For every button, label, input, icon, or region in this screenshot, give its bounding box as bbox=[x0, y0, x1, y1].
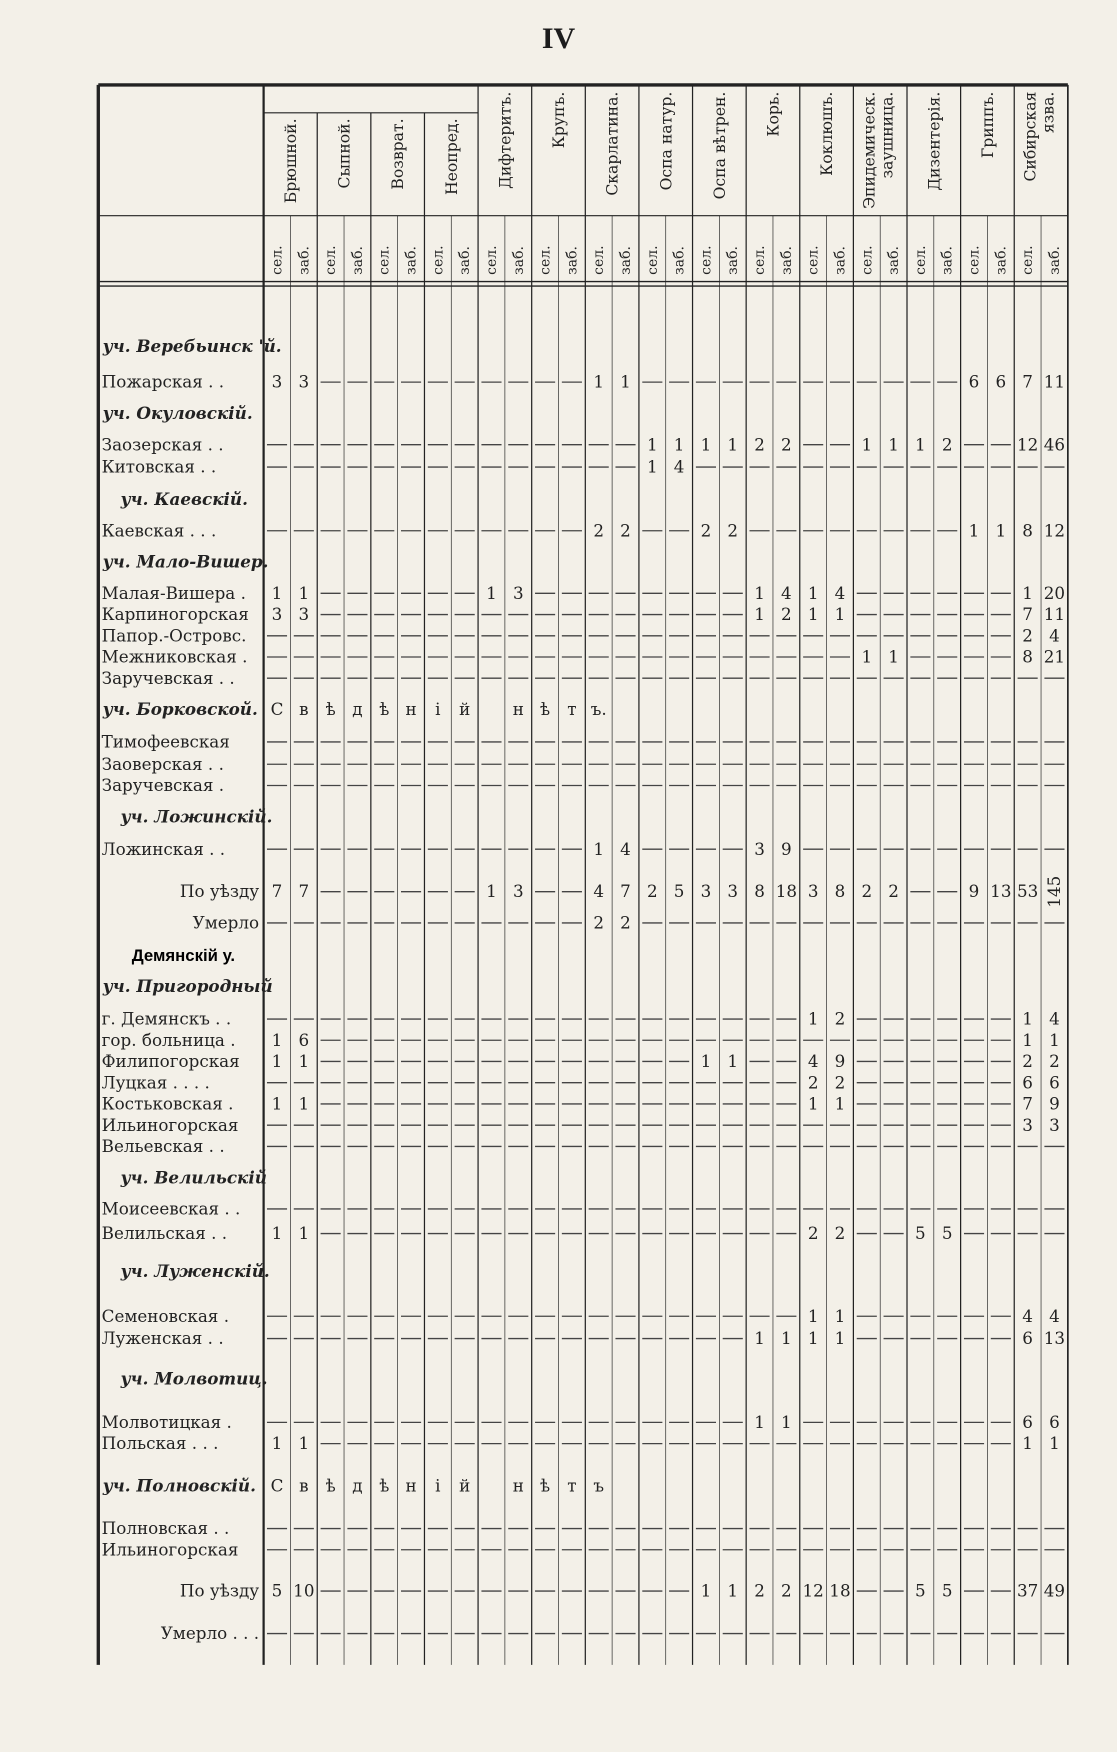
data-cell: 1 bbox=[968, 520, 980, 541]
data-cell: 37 bbox=[1016, 1580, 1039, 1601]
row-label: Филипогорская bbox=[101, 1051, 240, 1072]
data-cell: 1 bbox=[834, 1305, 846, 1326]
data-cell: 1 bbox=[271, 582, 283, 603]
no-data-note-letter: і bbox=[435, 1475, 441, 1496]
data-cell: 1 bbox=[754, 1328, 765, 1349]
zab-subheader: заб. bbox=[617, 246, 634, 275]
data-cell: 46 bbox=[1043, 434, 1066, 455]
zab-subheader: заб. bbox=[886, 246, 903, 275]
data-cell: 3 bbox=[512, 582, 524, 603]
disease-header-0: Брюшной. bbox=[281, 118, 301, 204]
data-cell: 7 bbox=[1022, 604, 1033, 625]
zab-subheader: заб. bbox=[1046, 246, 1063, 275]
data-cell: 6 bbox=[968, 371, 980, 392]
data-cell: 9 bbox=[781, 838, 792, 859]
row-label: Заручевская . bbox=[101, 775, 225, 796]
data-cell: 8 bbox=[1022, 520, 1033, 541]
data-cell: 49 bbox=[1043, 1580, 1066, 1601]
data-cell: 2 bbox=[781, 604, 792, 625]
disease-header-11-b: заушница. bbox=[877, 91, 897, 179]
row-label: Велильская . . bbox=[101, 1223, 228, 1244]
data-cell: 10 bbox=[293, 1580, 315, 1601]
data-cell: 2 bbox=[754, 434, 765, 455]
data-cell: 2 bbox=[888, 881, 899, 902]
data-cell: 5 bbox=[271, 1580, 283, 1601]
data-cell: 2 bbox=[620, 520, 631, 541]
row-label: Польская . . . bbox=[101, 1433, 219, 1454]
data-cell: 2 bbox=[1049, 1051, 1060, 1072]
no-data-note-letter: д bbox=[352, 699, 363, 720]
zab-subheader: заб. bbox=[403, 246, 420, 275]
row-label: Ильиногорская bbox=[101, 1114, 239, 1135]
total-row-label: По уѣзду bbox=[179, 1580, 260, 1601]
sel-subheader: сел. bbox=[269, 245, 286, 275]
zab-subheader: заб. bbox=[939, 246, 956, 275]
disease-header-5: Крупъ. bbox=[549, 91, 569, 149]
section-heading: уч. Мало-Вишер. bbox=[102, 551, 269, 572]
data-cell: 8 bbox=[834, 881, 846, 902]
data-cell: 3 bbox=[754, 838, 765, 859]
data-cell: 2 bbox=[834, 1223, 846, 1244]
sel-subheader: сел. bbox=[376, 245, 393, 275]
no-data-note-letter: н bbox=[512, 699, 524, 720]
data-cell: 7 bbox=[298, 881, 310, 902]
sel-subheader: сел. bbox=[859, 245, 876, 275]
row-label: Малая-Вишера . bbox=[101, 582, 246, 603]
data-cell: 1 bbox=[298, 1223, 310, 1244]
data-cell: 2 bbox=[834, 1008, 846, 1029]
data-cell: 12 bbox=[1016, 434, 1039, 455]
data-cell: 1 bbox=[271, 1051, 283, 1072]
no-data-note-letter: ѣ bbox=[379, 699, 390, 720]
section-heading: уч. Велильскій bbox=[120, 1167, 267, 1188]
data-cell: 7 bbox=[1022, 371, 1033, 392]
data-cell: 3 bbox=[298, 371, 310, 392]
row-label: Ложинская . . bbox=[101, 838, 226, 859]
row-label: Межниковская . bbox=[101, 646, 248, 667]
row-label: Пожарская . . bbox=[101, 371, 225, 392]
data-cell: 5 bbox=[941, 1223, 953, 1244]
no-data-note-letter: С bbox=[270, 1475, 284, 1496]
data-cell: 1 bbox=[861, 646, 873, 667]
no-data-note-letter: д bbox=[352, 1475, 363, 1496]
data-cell: 4 bbox=[1022, 1305, 1033, 1326]
data-cell: 4 bbox=[620, 838, 631, 859]
data-cell: 5 bbox=[673, 881, 685, 902]
data-cell: 2 bbox=[781, 1580, 792, 1601]
data-cell: 1 bbox=[834, 1093, 846, 1114]
data-cell: 4 bbox=[807, 1051, 819, 1072]
data-cell: 2 bbox=[1022, 625, 1033, 646]
data-cell: 1 bbox=[271, 1029, 283, 1050]
no-data-note-letter: й bbox=[459, 699, 471, 720]
no-data-note-letter: і bbox=[435, 699, 441, 720]
data-cell: 1 bbox=[754, 582, 765, 603]
data-cell: 1 bbox=[593, 838, 605, 859]
data-cell: 1 bbox=[861, 434, 873, 455]
row-label: Тимофеевская bbox=[101, 731, 230, 752]
data-cell: 1 bbox=[620, 371, 631, 392]
sel-subheader: сел. bbox=[805, 245, 822, 275]
data-cell: 2 bbox=[781, 434, 792, 455]
row-label: Луженская . . bbox=[101, 1328, 224, 1349]
sel-subheader: сел. bbox=[1020, 245, 1037, 275]
data-cell: 1 bbox=[754, 604, 765, 625]
no-data-note-letter: С bbox=[270, 699, 284, 720]
disease-header-2: Возврат. bbox=[388, 118, 408, 190]
data-cell: 2 bbox=[700, 520, 712, 541]
no-data-note-letter: ѣ bbox=[379, 1475, 390, 1496]
row-label: Моисеевская . . bbox=[101, 1198, 241, 1219]
data-cell: 4 bbox=[593, 881, 605, 902]
data-cell: 6 bbox=[1022, 1328, 1033, 1349]
data-cell: 6 bbox=[1022, 1411, 1033, 1432]
data-cell: 8 bbox=[1022, 646, 1033, 667]
disease-header-10: Коклюшъ. bbox=[817, 91, 837, 176]
data-cell: 2 bbox=[834, 1072, 846, 1093]
data-cell: 2 bbox=[646, 881, 658, 902]
disease-header-11: Эпидемическ. bbox=[859, 91, 879, 209]
page-number: IV bbox=[541, 22, 576, 55]
disease-header-8: Оспа вѣтрен. bbox=[709, 91, 729, 200]
no-data-note-letter: н bbox=[512, 1475, 524, 1496]
data-cell: 9 bbox=[834, 1051, 846, 1072]
data-cell: 1 bbox=[593, 371, 605, 392]
sel-subheader: сел. bbox=[966, 245, 983, 275]
data-cell: 1 bbox=[1022, 1029, 1033, 1050]
sel-subheader: сел. bbox=[644, 245, 661, 275]
sel-subheader: сел. bbox=[591, 245, 608, 275]
data-cell: 2 bbox=[1022, 1051, 1033, 1072]
data-cell: 4 bbox=[673, 456, 685, 477]
data-cell: 1 bbox=[700, 434, 712, 455]
row-label: Заручевская . . bbox=[101, 667, 235, 688]
data-cell: 1 bbox=[807, 604, 819, 625]
data-cell: 1 bbox=[486, 881, 497, 902]
sel-subheader: сел. bbox=[698, 245, 715, 275]
zab-subheader: заб. bbox=[457, 246, 474, 275]
section-heading: уч. Каевскій. bbox=[120, 489, 248, 510]
no-data-note-letter: ъ. bbox=[590, 699, 607, 720]
data-cell: 18 bbox=[775, 881, 798, 902]
data-cell: 2 bbox=[807, 1072, 819, 1093]
data-cell: 1 bbox=[781, 1411, 792, 1432]
disease-header-9: Корь. bbox=[763, 91, 783, 137]
total-row-label: Умерло bbox=[192, 912, 260, 933]
data-cell: 12 bbox=[1043, 520, 1066, 541]
sel-subheader: сел. bbox=[537, 245, 554, 275]
row-label: Вельевская . . bbox=[101, 1135, 225, 1156]
row-label: Каевская . . . bbox=[101, 520, 217, 541]
data-cell: 11 bbox=[1043, 371, 1066, 392]
data-cell: 1 bbox=[888, 434, 899, 455]
data-cell: 5 bbox=[915, 1223, 926, 1244]
disease-header-14: Сибирская bbox=[1020, 91, 1040, 182]
data-cell: 1 bbox=[700, 1580, 712, 1601]
disease-header-7: Оспа натур. bbox=[656, 91, 676, 191]
zab-subheader: заб. bbox=[993, 246, 1010, 275]
data-cell: 1 bbox=[646, 456, 658, 477]
data-cell: 1 bbox=[271, 1093, 283, 1114]
data-cell: 1 bbox=[807, 1008, 819, 1029]
section-heading: уч. Молвотиц. bbox=[120, 1368, 268, 1389]
row-label: Семеновская . bbox=[101, 1305, 230, 1326]
data-cell: 9 bbox=[968, 881, 980, 902]
disease-header-13: Гриппъ. bbox=[978, 91, 998, 159]
data-cell: 2 bbox=[861, 881, 873, 902]
disease-header-14-b: язва. bbox=[1038, 91, 1058, 134]
data-cell: 1 bbox=[781, 1328, 792, 1349]
data-cell: 2 bbox=[727, 520, 739, 541]
data-cell: 4 bbox=[1049, 1008, 1060, 1029]
data-cell: 1 bbox=[995, 520, 1007, 541]
total-row-label: По уѣзду bbox=[179, 881, 260, 902]
section-heading: уч. Ложинскій. bbox=[120, 806, 273, 827]
zab-subheader: заб. bbox=[510, 246, 527, 275]
disease-header-6: Скарлатина. bbox=[602, 91, 622, 196]
row-label: г. Демянскъ . . bbox=[101, 1008, 232, 1029]
data-cell: 1 bbox=[807, 1328, 819, 1349]
sel-subheader: сел. bbox=[912, 245, 929, 275]
disease-header-1: Сыпной. bbox=[334, 118, 354, 189]
no-data-note-letter: т bbox=[567, 699, 577, 720]
data-cell: 6 bbox=[1022, 1072, 1033, 1093]
data-cell: 1 bbox=[1022, 1008, 1033, 1029]
section-heading: уч. Окуловскій. bbox=[102, 403, 253, 424]
data-cell: 7 bbox=[271, 881, 283, 902]
data-cell: 4 bbox=[834, 582, 846, 603]
data-cell: 13 bbox=[990, 881, 1012, 902]
zab-subheader: заб. bbox=[349, 246, 366, 275]
data-cell: 2 bbox=[941, 434, 953, 455]
data-cell: 145 bbox=[1044, 875, 1065, 908]
data-cell: 1 bbox=[298, 1051, 310, 1072]
data-cell: 6 bbox=[1049, 1411, 1060, 1432]
section-heading: уч. Полновскій. bbox=[102, 1475, 256, 1496]
data-cell: 3 bbox=[1022, 1114, 1033, 1135]
data-cell: 1 bbox=[1049, 1433, 1060, 1454]
data-cell: 8 bbox=[754, 881, 765, 902]
row-label: Папор.-Островс. bbox=[101, 625, 247, 646]
data-cell: 1 bbox=[1022, 1433, 1033, 1454]
data-cell: 11 bbox=[1043, 604, 1066, 625]
data-cell: 7 bbox=[620, 881, 631, 902]
data-cell: 1 bbox=[1049, 1029, 1060, 1050]
data-cell: 2 bbox=[754, 1580, 765, 1601]
data-cell: 6 bbox=[995, 371, 1007, 392]
no-data-note-letter: ѣ bbox=[540, 699, 551, 720]
data-cell: 9 bbox=[1049, 1093, 1060, 1114]
data-cell: 1 bbox=[915, 434, 926, 455]
data-cell: 1 bbox=[727, 1580, 739, 1601]
data-cell: 2 bbox=[593, 520, 605, 541]
data-cell: 1 bbox=[888, 646, 899, 667]
row-label: Молвотицкая . bbox=[101, 1411, 232, 1432]
data-cell: 1 bbox=[754, 1411, 765, 1432]
row-label: гор. больница . bbox=[101, 1029, 236, 1050]
data-cell: 1 bbox=[271, 1223, 283, 1244]
sel-subheader: сел. bbox=[323, 245, 340, 275]
no-data-note-letter: ѣ bbox=[325, 699, 336, 720]
data-cell: 21 bbox=[1043, 646, 1066, 667]
data-cell: 13 bbox=[1043, 1328, 1066, 1349]
data-cell: 3 bbox=[727, 881, 739, 902]
data-cell: 2 bbox=[620, 912, 631, 933]
data-cell: 20 bbox=[1043, 582, 1066, 603]
no-data-note-letter: ѣ bbox=[325, 1475, 336, 1496]
data-cell: 1 bbox=[807, 1093, 819, 1114]
section-heading: уч. Луженскій. bbox=[120, 1261, 270, 1282]
data-cell: 3 bbox=[271, 371, 283, 392]
data-cell: 1 bbox=[727, 434, 739, 455]
zab-subheader: заб. bbox=[778, 246, 795, 275]
section-heading: уч. Борковской. bbox=[102, 699, 258, 720]
data-cell: 1 bbox=[271, 1433, 283, 1454]
zab-subheader: заб. bbox=[564, 246, 581, 275]
data-cell: 3 bbox=[1049, 1114, 1060, 1135]
data-cell: 1 bbox=[298, 1093, 310, 1114]
no-data-note-letter: в bbox=[299, 1475, 309, 1496]
data-cell: 12 bbox=[802, 1580, 824, 1601]
zab-subheader: заб. bbox=[832, 246, 849, 275]
zab-subheader: заб. bbox=[671, 246, 688, 275]
no-data-note-letter: т bbox=[567, 1475, 577, 1496]
data-cell: 1 bbox=[727, 1051, 739, 1072]
data-cell: 1 bbox=[673, 434, 685, 455]
data-cell: 18 bbox=[829, 1580, 851, 1601]
data-cell: 5 bbox=[941, 1580, 953, 1601]
row-label: Луцкая . . . . bbox=[101, 1072, 210, 1093]
total-row-label: Умерло . . . bbox=[160, 1623, 260, 1644]
no-data-note-letter: в bbox=[299, 699, 309, 720]
data-cell: 1 bbox=[834, 604, 846, 625]
district-heading: Демянскій у. bbox=[131, 945, 236, 965]
data-cell: 4 bbox=[1049, 1305, 1060, 1326]
no-data-note-letter: ъ bbox=[593, 1475, 605, 1496]
data-cell: 1 bbox=[646, 434, 658, 455]
data-cell: 2 bbox=[593, 912, 605, 933]
data-cell: 1 bbox=[700, 1051, 712, 1072]
sel-subheader: сел. bbox=[430, 245, 447, 275]
zab-subheader: заб. bbox=[296, 246, 313, 275]
data-cell: 2 bbox=[807, 1223, 819, 1244]
sel-subheader: сел. bbox=[752, 245, 769, 275]
disease-header-12: Дизентерія. bbox=[924, 91, 944, 191]
section-heading: уч. Веребьинск 'й. bbox=[102, 335, 282, 356]
data-cell: 6 bbox=[1049, 1072, 1060, 1093]
data-cell: 1 bbox=[1022, 582, 1033, 603]
disease-header-3: Неопред. bbox=[441, 118, 461, 195]
row-label: Костьковская . bbox=[101, 1093, 234, 1114]
no-data-note-letter: ѣ bbox=[540, 1475, 551, 1496]
row-label: Ильиногорская bbox=[101, 1539, 239, 1560]
data-cell: 1 bbox=[298, 582, 310, 603]
data-cell: 4 bbox=[781, 582, 792, 603]
data-cell: 3 bbox=[807, 881, 819, 902]
section-heading: уч. Пригородный bbox=[102, 976, 273, 997]
data-cell: 1 bbox=[807, 1305, 819, 1326]
data-cell: 5 bbox=[915, 1580, 926, 1601]
row-label: Китовская . . bbox=[101, 456, 217, 477]
data-cell: 3 bbox=[700, 881, 712, 902]
data-cell: 6 bbox=[298, 1029, 310, 1050]
data-cell: 1 bbox=[298, 1433, 310, 1454]
no-data-note-letter: й bbox=[459, 1475, 471, 1496]
disease-header-4: Дифтеритъ. bbox=[495, 91, 515, 189]
row-label: Карпиногорская bbox=[101, 604, 249, 625]
data-cell: 1 bbox=[807, 582, 819, 603]
data-cell: 3 bbox=[271, 604, 283, 625]
row-label: Заоверская . . bbox=[101, 753, 224, 774]
data-cell: 3 bbox=[512, 881, 524, 902]
row-label: Заозерская . . bbox=[101, 434, 224, 455]
data-cell: 4 bbox=[1049, 625, 1060, 646]
row-label: Полновская . . bbox=[101, 1518, 230, 1539]
zab-subheader: заб. bbox=[725, 246, 742, 275]
data-cell: 53 bbox=[1016, 881, 1039, 902]
data-cell: 1 bbox=[834, 1328, 846, 1349]
no-data-note-letter: н bbox=[405, 1475, 417, 1496]
data-cell: 3 bbox=[298, 604, 310, 625]
data-cell: 1 bbox=[486, 582, 497, 603]
sel-subheader: сел. bbox=[483, 245, 500, 275]
data-cell: 7 bbox=[1022, 1093, 1033, 1114]
no-data-note-letter: н bbox=[405, 699, 417, 720]
